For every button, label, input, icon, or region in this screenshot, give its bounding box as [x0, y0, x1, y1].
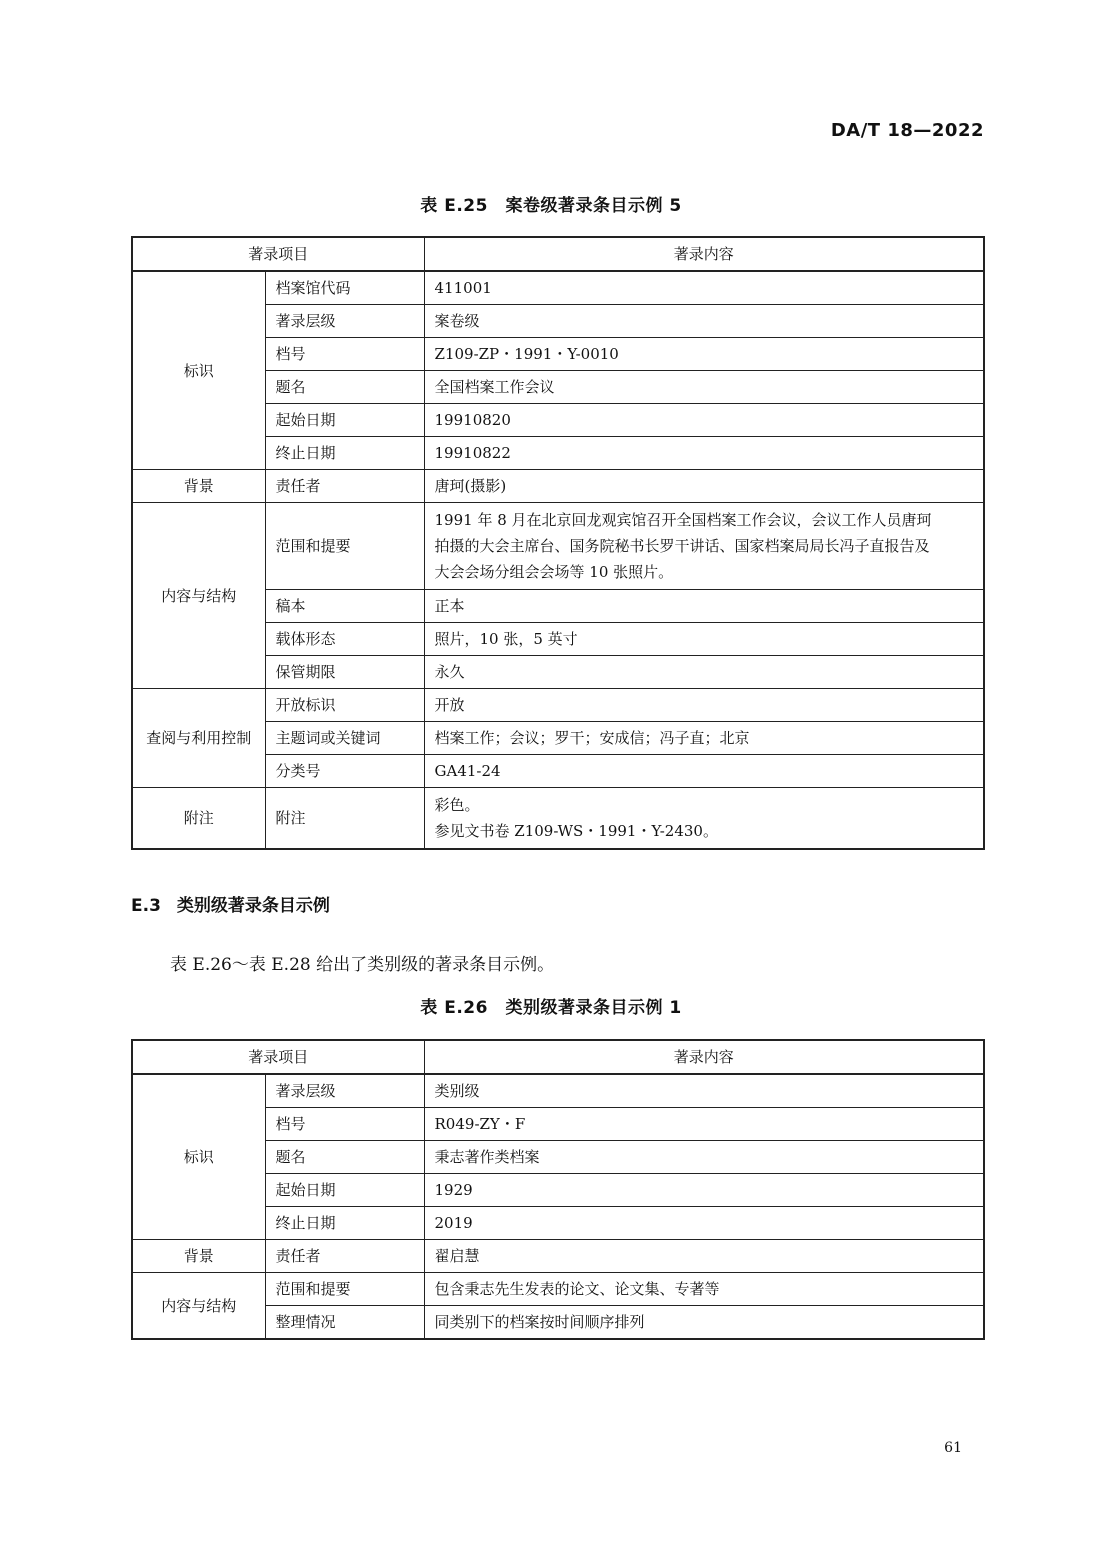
content-cell	[424, 656, 984, 689]
content-cell	[424, 1273, 984, 1306]
content-line: Z109-ZP・1991・Y-0010	[434, 345, 619, 363]
item-cell: 档号	[265, 338, 424, 371]
table-header-row	[132, 237, 984, 271]
item-cell: 著录层级	[265, 1074, 424, 1108]
item-cell: 起始日期	[265, 1174, 424, 1207]
content-line: 411001	[434, 279, 492, 297]
content-line: 拍摄的大会主席台、国务院秘书长罗干讲话、国家档案局局长冯子直报告及	[434, 537, 930, 555]
item-cell: 著录层级	[265, 305, 424, 338]
content-line: 彩色。	[434, 796, 480, 814]
item-cell: 主题词或关键词	[265, 722, 424, 755]
content-line: 照片，10 张，5 英寸	[434, 630, 578, 648]
item-cell: 终止日期	[265, 437, 424, 470]
table-row	[132, 271, 984, 305]
group-label: 查阅与利用控制	[132, 689, 265, 788]
content-cell	[424, 623, 984, 656]
item-cell: 稿本	[265, 590, 424, 623]
content-cell	[424, 503, 984, 590]
header-item: 著录项目	[132, 237, 424, 271]
content-line: 2019	[434, 1214, 473, 1232]
table-row	[132, 470, 984, 503]
content-line: 19910822	[434, 444, 511, 462]
content-line: 包含秉志先生发表的论文、论文集、专著等	[434, 1280, 720, 1298]
content-line: 唐珂(摄影)	[434, 477, 507, 495]
content-cell	[424, 788, 984, 850]
table-row	[132, 1273, 984, 1306]
header-content: 著录内容	[424, 237, 984, 271]
table-row	[132, 1240, 984, 1273]
table-row	[132, 1074, 984, 1108]
content-line: 档案工作；会议；罗干；安成信；冯子直；北京	[434, 729, 750, 747]
content-line: 秉志著作类档案	[434, 1148, 540, 1166]
content-cell	[424, 371, 984, 404]
catalog-table	[131, 236, 985, 850]
item-cell: 开放标识	[265, 689, 424, 722]
content-line: 正本	[434, 597, 465, 615]
item-cell: 责任者	[265, 1240, 424, 1273]
group-label: 内容与结构	[132, 503, 265, 689]
content-cell	[424, 305, 984, 338]
content-line: 案卷级	[434, 312, 480, 330]
table-row	[132, 788, 984, 850]
item-cell: 题名	[265, 1141, 424, 1174]
item-cell: 责任者	[265, 470, 424, 503]
table-row	[132, 689, 984, 722]
item-cell: 保管期限	[265, 656, 424, 689]
table-caption: 表 E.25 案卷级著录条目示例 5	[420, 196, 682, 216]
content-line: 开放	[434, 696, 465, 714]
content-cell	[424, 1306, 984, 1340]
content-line: 大会会场分组会会场等 10 张照片。	[434, 563, 674, 581]
item-cell: 载体形态	[265, 623, 424, 656]
standard-code: DA/T 18—2022	[830, 120, 984, 141]
content-cell	[424, 590, 984, 623]
content-cell	[424, 722, 984, 755]
item-cell: 起始日期	[265, 404, 424, 437]
content-line: 类别级	[434, 1082, 480, 1100]
content-cell	[424, 404, 984, 437]
content-line: 1929	[434, 1181, 473, 1199]
page-number: 61	[944, 1440, 962, 1456]
content-cell	[424, 1108, 984, 1141]
group-label: 背景	[132, 470, 265, 503]
item-cell: 档案馆代码	[265, 271, 424, 305]
content-line: 同类别下的档案按时间顺序排列	[434, 1313, 645, 1331]
item-cell: 附注	[265, 788, 424, 850]
header-item: 著录项目	[132, 1040, 424, 1074]
item-cell: 范围和提要	[265, 503, 424, 590]
content-cell	[424, 338, 984, 371]
content-cell	[424, 1141, 984, 1174]
table-header-row	[132, 1040, 984, 1074]
content-line: 参见文书卷 Z109-WS・1991・Y-2430。	[434, 822, 718, 840]
table-row	[132, 503, 984, 590]
body-paragraph: 表 E.26～表 E.28 给出了类别级的著录条目示例。	[170, 955, 555, 975]
content-cell	[424, 271, 984, 305]
content-cell	[424, 689, 984, 722]
content-line: 19910820	[434, 411, 511, 429]
section-number: E.3	[131, 896, 161, 916]
content-cell	[424, 1240, 984, 1273]
content-cell	[424, 1074, 984, 1108]
item-cell: 分类号	[265, 755, 424, 788]
group-label: 标识	[132, 1074, 265, 1240]
group-label: 背景	[132, 1240, 265, 1273]
content-line: 永久	[434, 663, 465, 681]
content-cell	[424, 755, 984, 788]
content-line: GA41-24	[434, 762, 501, 780]
section-heading	[131, 891, 330, 916]
item-cell: 档号	[265, 1108, 424, 1141]
header-content: 著录内容	[424, 1040, 984, 1074]
item-cell: 范围和提要	[265, 1273, 424, 1306]
group-label: 内容与结构	[132, 1273, 265, 1340]
content-line: R049-ZY・F	[434, 1115, 526, 1133]
item-cell: 整理情况	[265, 1306, 424, 1340]
content-line: 全国档案工作会议	[434, 378, 555, 396]
content-line: 1991 年 8 月在北京回龙观宾馆召开全国档案工作会议，会议工作人员唐珂	[434, 511, 932, 529]
content-cell	[424, 1207, 984, 1240]
catalog-table	[131, 1039, 985, 1340]
content-line: 翟启慧	[434, 1247, 480, 1265]
item-cell: 终止日期	[265, 1207, 424, 1240]
content-cell	[424, 1174, 984, 1207]
group-label: 标识	[132, 271, 265, 470]
group-label: 附注	[132, 788, 265, 850]
item-cell: 题名	[265, 371, 424, 404]
table-caption: 表 E.26 类别级著录条目示例 1	[420, 998, 682, 1018]
content-cell	[424, 437, 984, 470]
section-title: 类别级著录条目示例	[176, 896, 330, 916]
content-cell	[424, 470, 984, 503]
